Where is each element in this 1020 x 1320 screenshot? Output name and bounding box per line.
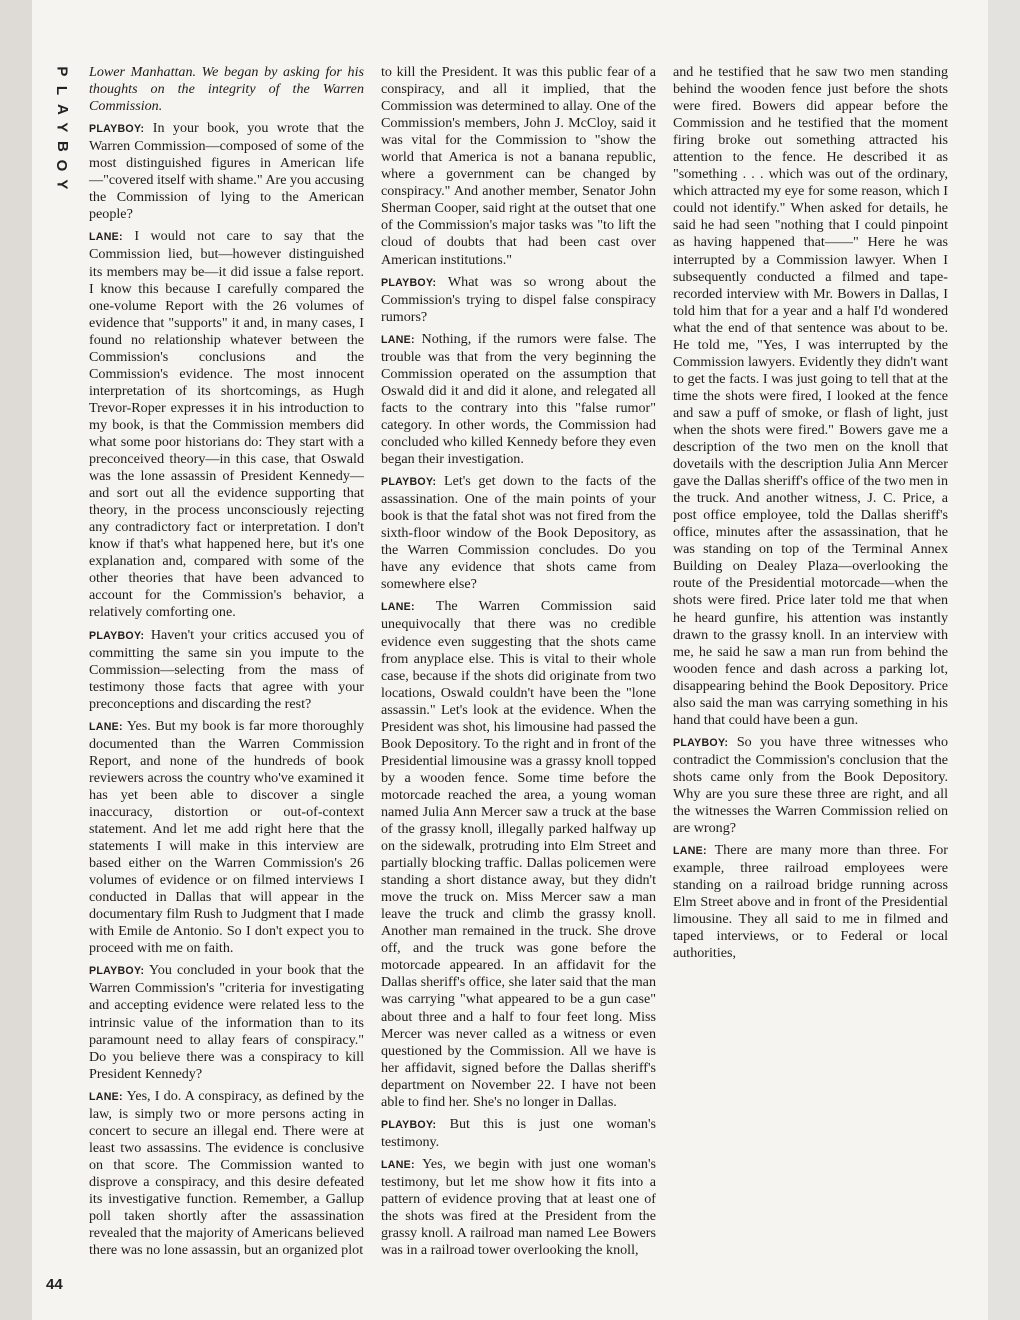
paragraph-text: Nothing, if the rumors were false. The trouble was that from the very beginning the Commission operated on the assumption that Oswald did it and did it alone, and relegated all facts to the contrary into this "false rumor" category. In other words, the Commission had concluded who killed Kennedy before they even began their investigation. <box>381 330 656 468</box>
speaker-label: PLAYBOY: <box>89 629 145 642</box>
speaker-label: PLAYBOY: <box>381 1118 437 1131</box>
interview-paragraph <box>89 228 364 621</box>
interview-paragraph <box>89 1088 364 1259</box>
speaker-label: LANE: <box>381 601 415 614</box>
paragraph-text: There are many more than three. For example, three railroad employees were standing on a railroad bridge running across Elm Street above and in front of the Presidential limousine. They all said to me in filmed and taped interviews, or to Federal or local authorities, <box>673 842 948 962</box>
paragraph-text: Yes. But my book is far more thoroughly documented than the Warren Commission Report, and none of the hundreds of book reviewers across the country who've examined it has yet been able to discover a single inaccuracy, distortion or out-of-context statement. And let me add right here that the statements I will make in this interview are based either on the Warren Commission's 26 volumes of evidence or on filmed interviews I conducted in Dallas that will appear in the documentary film Rush to Judgment that I made with Emile de Antonio. So I don't expect you to proceed with me on faith. <box>89 717 364 957</box>
speaker-label: PLAYBOY: <box>89 123 145 136</box>
page-number: 44 <box>46 1276 63 1293</box>
paragraph-text: I would not care to say that the Commission lied, but—however distinguished its members may be—it did issue a false report. I know this because I carefully compared the one-volume Report with the 26 volumes of evidence that "supports" it and, in many cases, I found no relationship whatever between the Commission's conclusions and the Commission's evidence. The most innocent interpretation of its shortcomings, as Hugh Trevor-Roper expresses it in his introduction to my book, is that the Commission members did what some poor historians do: They start with a preconceived theory—in this case, that Oswald was the lone assassin of President Kennedy—and sort out all the evidence supporting that theory, in the process unconsciously rejecting any contradictory fact or interpretation. I don't know if that's what happened here, but it's one explanation and, compared with some of the other theories that have been advanced to account for the Commission's behavior, a relatively comforting one. <box>89 228 364 621</box>
page-gutter-right <box>988 0 1020 1320</box>
speaker-label: LANE: <box>89 720 123 733</box>
text-column-2 <box>381 64 656 1259</box>
interview-paragraph <box>89 627 364 713</box>
paragraph-text: The Warren Commission said unequivocally that there was no credible evidence even suggesting that the shots came from anyplace else. This is vital to their whole case, because if the shots did originate from two locations, Oswald couldn't have been the "lone assassin." Let's look at the evidence. When the President was shot, his limousine had passed the Book Depository. To the right and in front of the Presidential limousine was a grassy knoll topped by a wooden fence. Some time before the motorcade reached the area, a young woman named Julia Ann Mercer saw a truck at the base of the grassy knoll, illegally parked halfway up on the sidewalk, protruding into Elm Street and partially blocking traffic. Dallas policemen were standing a short distance away, but they didn't move the truck on. Miss Mercer saw a man leave the truck and climb the grassy knoll. Another man remained in the truck. She drove off, and the truck was gone before the motorcade appeared. In an affidavit for the Dallas sheriff's office, she later said that the man was carrying "what appeared to be a gun case" about three and a half to four feet long. Miss Mercer was never called as a witness or even questioned by the Commission. All we have is her affidavit, signed before the Dallas sheriff's department on November 22. I have not been able to find her. She's no longer in Dallas. <box>381 598 656 1110</box>
interview-paragraph <box>381 274 656 326</box>
interview-paragraph <box>89 962 364 1082</box>
masthead-letter: L <box>53 85 71 95</box>
speaker-label: PLAYBOY: <box>381 276 437 289</box>
interview-paragraph <box>381 331 656 468</box>
interview-paragraph <box>673 842 948 962</box>
interview-paragraph <box>381 473 656 593</box>
interview-paragraph <box>381 1116 656 1151</box>
paragraph-text: Haven't your critics accused you of committing the same sin you impute to the Commission—selecting from the mass of testimony those facts that agree with your preconceptions and discarding the rest? <box>89 626 364 712</box>
speaker-label: LANE: <box>673 845 707 858</box>
masthead-letter: B <box>53 141 71 153</box>
speaker-label: LANE: <box>89 1090 123 1103</box>
text-column-1 <box>89 64 364 1259</box>
masthead-letter: Y <box>53 122 71 133</box>
interview-paragraph-continued: to kill the President. It was this public fear of a conspiracy, and all it implied, that the Commission was determined to allay. One of the Commission's members, John J. McCloy, said it was vital for the Commission to "show the world that America is not a banana republic, where a government can be changed by conspiracy." And another member, Senator John Sherman Cooper, said right at the outset that one of the Commission's major tasks was "to lift the cloud of doubts that had been cast over American institutions." <box>381 64 656 268</box>
article-intro <box>89 64 364 115</box>
paragraph-text: Yes, we begin with just one woman's testimony, but let me show how it fits into a pattern of evidence proving that at least one of the shots was fired at the President from the grassy knoll. A railroad man named Lee Bowers was in a railroad tower overlooking the knoll, <box>381 1155 656 1259</box>
interview-paragraph <box>673 734 948 837</box>
paragraph-text: Let's get down to the facts of the assassination. One of the main points of your book is that the fatal shot was not fired from the sixth-floor window of the Book Depository, as the Warren Commission concludes. Do you have any evidence that shots came from somewhere else? <box>381 473 657 593</box>
interview-paragraph <box>381 598 656 1110</box>
page-gutter-left <box>0 0 32 1320</box>
speaker-label: LANE: <box>381 1158 415 1171</box>
paragraph-text: So you have three witnesses who contradict the Commission's conclusion that the shots came only from the Book Depository. Why are you sure these three are right, and all the witnesses the Warren Commission relied on are wrong? <box>673 733 948 837</box>
speaker-label: LANE: <box>89 231 123 244</box>
interview-paragraph <box>89 120 364 223</box>
paragraph-text: What was so wrong about the Commission's trying to dispel false conspiracy rumors? <box>381 273 656 325</box>
masthead-letter: P <box>53 66 71 77</box>
paragraph-text: But this is just one woman's testimony. <box>381 1115 656 1150</box>
paragraph-text: Yes, I do. A conspiracy, as defined by the law, is simply two or more persons acting in concert to secure an illegal end. There were at least two assassins. The evidence is conclusive on that score. The Commission wanted to disprove a conspiracy, and this desire defeated its investigative function. Remember, a Gallup poll taken shortly after the assassination revealed that the majority of Americans believed there was no lone assassin, but an organized plot <box>89 1087 364 1259</box>
intro-text: Lower Manhattan. We began by asking for his thoughts on the integrity of the Warren Commission. <box>89 64 364 115</box>
interview-paragraph <box>381 1156 656 1259</box>
interview-paragraph-continued: and he testified that he saw two men standing behind the wooden fence just before the shots were fired. Bowers did appear before the Commission and he testified that the moment firing broke out something attracted his attention to the fence. He described it as "something . . . which was out of the ordinary, which attracted my eye for some reason, which I could not identify." When asked for details, he said he had seen "nothing that I could pinpoint as having happened that——" Here he was interrupted by a Commission lawyer. When I subsequently conducted a filmed and tape-recorded interview with Mr. Bowers in Dallas, I told him that for a year and a half I'd wondered what the end of that sentence was about to be. He told me, "Yes, I was interrupted by the Commission lawyers. Evidently they didn't want to get the facts. I was just going to tell that at the time the shots were fired, I looked at the fence and saw a puff of smoke, or flash of light, just when the shots were fired." Bowers gave me a description of the two men on the knoll that dovetails with the description Julia Ann Mercer gave the Dallas sheriff's office of the two men in the truck. And another witness, J. C. Price, a post office employee, told the Dallas sheriff's office, minutes after the assassination, that he was standing on top of the Terminal Annex Building on Dealey Plaza—overlooking the route of the Presidential motorcade—when the shots were fired. Price later told me that when he heard gunfire, his attention was instantly drawn to the grassy knoll. In an interview with me, he said he saw a man run from behind the wooden fence and dash across a parking lot, disappearing behind the Book Depository. Price also said the man was carrying something in his hand that could have been a gun. <box>673 64 948 728</box>
paragraph-text: In your book, you wrote that the Warren Commission—composed of some of the most distinguished figures in American life—"covered itself with shame." Are you accusing the Commission of lying to the American people? <box>89 120 364 223</box>
masthead-letter: O <box>53 159 71 172</box>
masthead-vertical <box>48 62 74 194</box>
speaker-label: PLAYBOY: <box>381 476 437 489</box>
speaker-label: LANE: <box>381 333 415 346</box>
speaker-label: PLAYBOY: <box>673 736 729 749</box>
masthead-letter: Y <box>53 179 71 190</box>
text-column-3 <box>673 64 948 962</box>
paragraph-text: You concluded in your book that the Warren Commission's "criteria for investigating and accepting evidence were related less to the intrinsic value of the information than to its paramount need to allay fears of conspiracy." Do you believe there was a conspiracy to kill President Kennedy? <box>89 962 364 1082</box>
speaker-label: PLAYBOY: <box>89 965 145 978</box>
masthead-letter: A <box>53 103 71 115</box>
interview-paragraph <box>89 718 364 958</box>
